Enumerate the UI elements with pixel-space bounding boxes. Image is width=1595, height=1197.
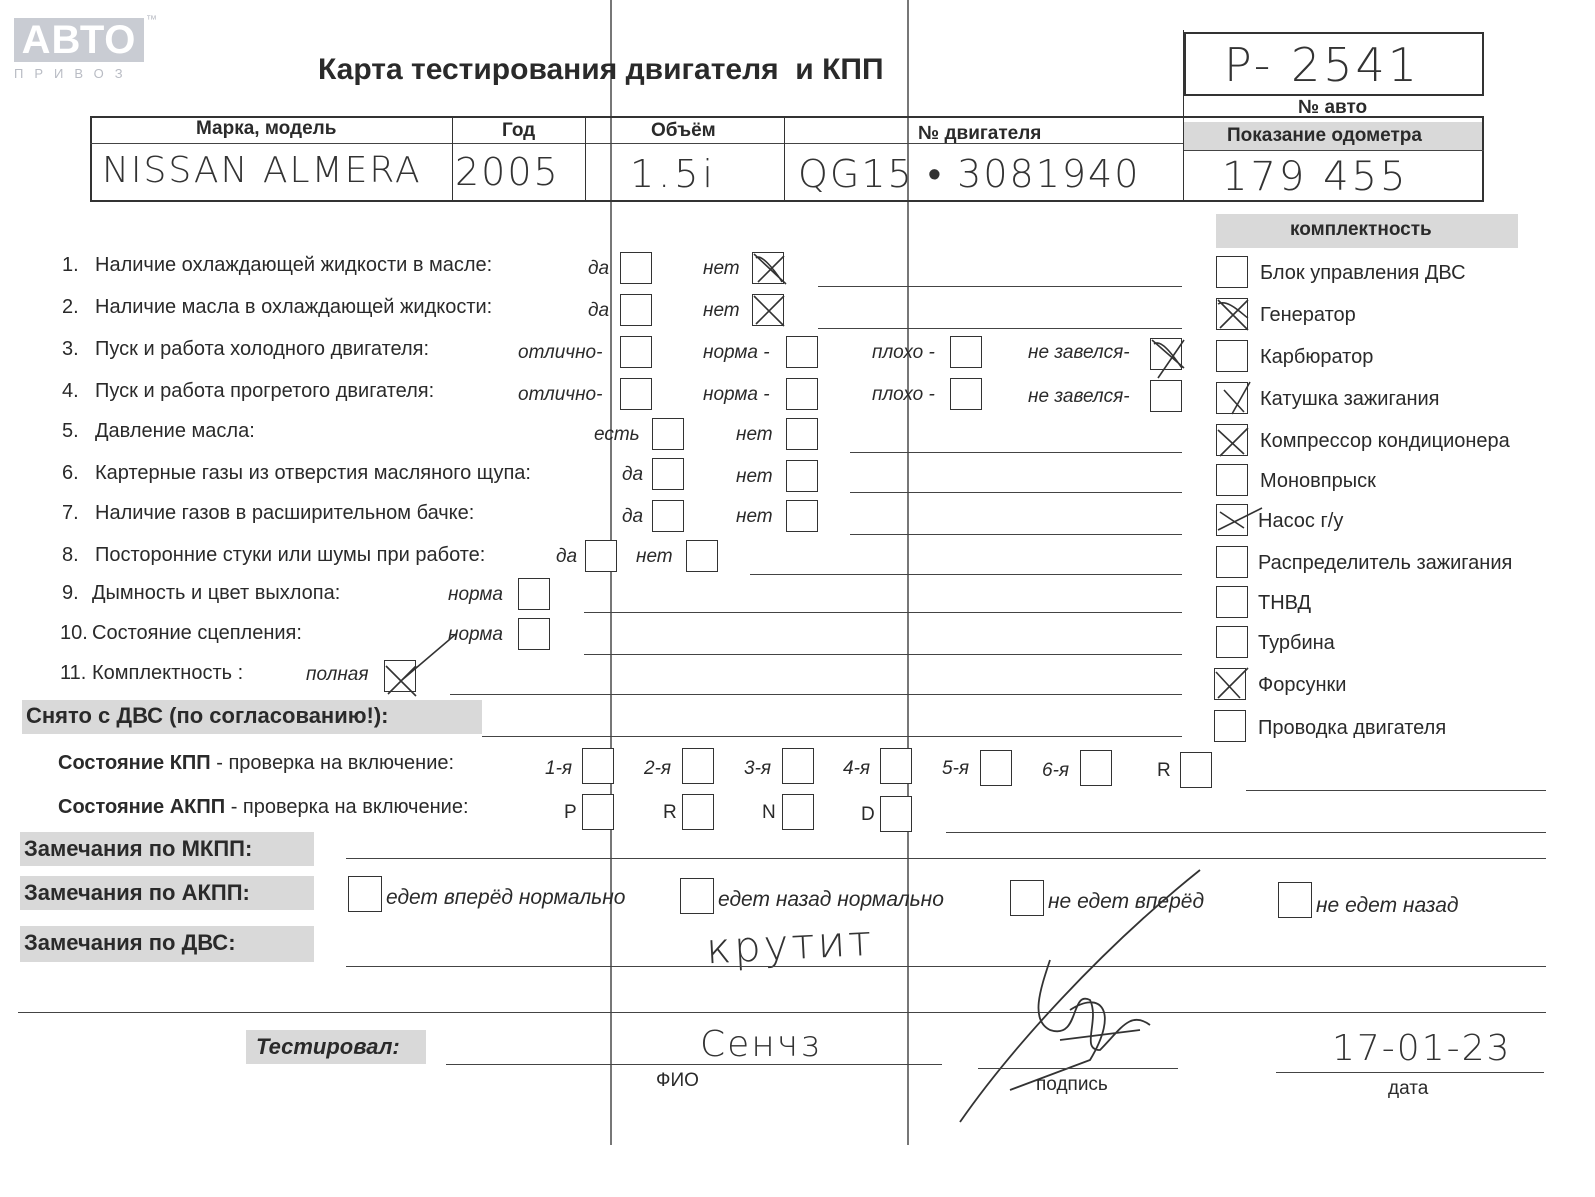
check-mark bbox=[750, 290, 790, 330]
option-label: нет bbox=[736, 506, 773, 527]
item-label: Дымность и цвет выхлопа: bbox=[92, 582, 341, 604]
checkbox-no[interactable] bbox=[786, 500, 818, 532]
volume-value: 1.5i bbox=[630, 152, 717, 196]
option-label: есть bbox=[594, 424, 640, 445]
gear-label: 4-я bbox=[843, 758, 871, 779]
check-mark bbox=[750, 248, 790, 288]
completeness-item: Распределитель зажигания bbox=[1258, 552, 1513, 574]
checkbox-forward-normal[interactable] bbox=[348, 876, 382, 912]
page-title: Карта тестирования двигателя и КПП bbox=[318, 53, 884, 86]
completeness-item: Моновпрыск bbox=[1260, 470, 1376, 492]
tested-by-label: Тестировал: bbox=[256, 1034, 400, 1059]
signature-label: подпись bbox=[1036, 1074, 1108, 1095]
checkbox-gear-r[interactable] bbox=[1180, 752, 1212, 788]
checkbox-normal[interactable] bbox=[518, 578, 550, 610]
checkbox-distributor[interactable] bbox=[1216, 546, 1248, 578]
checkbox-no[interactable] bbox=[786, 418, 818, 450]
gear-label: 1-я bbox=[545, 758, 573, 779]
logo-tm: ™ bbox=[146, 14, 157, 26]
completeness-item: Турбина bbox=[1258, 632, 1335, 654]
item-number: 3. bbox=[62, 338, 79, 360]
option-label: да bbox=[622, 506, 644, 527]
fio-label: ФИО bbox=[656, 1070, 699, 1091]
checkbox-gear-1[interactable] bbox=[582, 748, 614, 784]
item-label: Посторонние стуки или шумы при работе: bbox=[95, 544, 486, 566]
remarks-dvs-handwritten: крутит bbox=[704, 915, 876, 974]
checkbox-excellent[interactable] bbox=[620, 378, 652, 410]
gear-label: 2-я bbox=[644, 758, 672, 779]
checkbox-not-started[interactable] bbox=[1150, 380, 1182, 412]
item-label: Картерные газы из отверстия масляного щупа: bbox=[95, 462, 531, 484]
vehicle-number-label: № авто bbox=[1298, 97, 1368, 118]
engine-number-value: QG15 • 3081940 bbox=[798, 152, 1141, 196]
item-label: Наличие газов в расширительном бачке: bbox=[95, 502, 475, 524]
akpp-label-bold: Состояние АКПП bbox=[58, 796, 226, 818]
checkbox-akpp-p[interactable] bbox=[582, 794, 614, 830]
checkbox-turbine[interactable] bbox=[1216, 626, 1248, 658]
gear-label: N bbox=[762, 802, 776, 823]
checkbox-normal[interactable] bbox=[786, 336, 818, 368]
remarks-dvs-label: Замечания по ДВС: bbox=[24, 930, 236, 955]
checkbox-normal[interactable] bbox=[786, 378, 818, 410]
checkbox-yes[interactable] bbox=[652, 500, 684, 532]
option-label: полная bbox=[306, 664, 369, 685]
checkbox-no[interactable] bbox=[786, 460, 818, 492]
item-number: 9. bbox=[62, 582, 79, 604]
checkbox-yes[interactable] bbox=[620, 252, 652, 284]
col-odometer: Показание одометра bbox=[1227, 125, 1422, 146]
checkbox-bad[interactable] bbox=[950, 378, 982, 410]
akpp-label bbox=[58, 796, 469, 819]
option-label: норма bbox=[448, 624, 503, 645]
gear-label: P bbox=[564, 802, 577, 823]
checkbox-no[interactable] bbox=[686, 540, 718, 572]
logo bbox=[14, 14, 157, 84]
checkbox-injection-pump[interactable] bbox=[1216, 586, 1248, 618]
vehicle-number-box bbox=[1184, 32, 1484, 96]
date-value: 17-01-23 bbox=[1332, 1028, 1512, 1069]
completeness-item: Генератор bbox=[1260, 304, 1356, 326]
option-label: нет bbox=[703, 300, 740, 321]
akpp-option: не едет назад bbox=[1316, 894, 1459, 917]
date-label: дата bbox=[1388, 1078, 1429, 1099]
col-year: Год bbox=[502, 120, 536, 141]
item-number: 10. bbox=[60, 622, 88, 644]
completeness-item: Блок управления ДВС bbox=[1260, 262, 1466, 284]
option-label: отлично- bbox=[518, 342, 603, 363]
check-mark bbox=[1214, 380, 1254, 420]
checkbox-yes[interactable] bbox=[652, 458, 684, 490]
akpp-option: едет вперёд нормально bbox=[386, 886, 626, 909]
checkbox-ecu[interactable] bbox=[1216, 256, 1248, 288]
col-volume: Объём bbox=[651, 120, 716, 141]
check-mark bbox=[382, 620, 462, 700]
item-number: 7. bbox=[62, 502, 79, 524]
checkbox-bad[interactable] bbox=[950, 336, 982, 368]
gear-label: 5-я bbox=[942, 758, 970, 779]
completeness-item: Форсунки bbox=[1258, 674, 1347, 696]
option-label: нет bbox=[703, 258, 740, 279]
checkbox-excellent[interactable] bbox=[620, 336, 652, 368]
item-label: Пуск и работа холодного двигателя: bbox=[95, 338, 430, 360]
item-number: 1. bbox=[62, 254, 79, 276]
checkbox-gear-6[interactable] bbox=[1080, 750, 1112, 786]
tester-name: Сенчз bbox=[700, 1024, 822, 1065]
checkbox-carburetor[interactable] bbox=[1216, 340, 1248, 372]
checkbox-akpp-d[interactable] bbox=[880, 796, 912, 832]
item-number: 4. bbox=[62, 380, 79, 402]
checkbox-mono-injection[interactable] bbox=[1216, 464, 1248, 496]
checkbox-gear-3[interactable] bbox=[782, 748, 814, 784]
akpp-label-rest: - проверка на включение: bbox=[225, 796, 469, 818]
option-label: норма - bbox=[703, 342, 770, 363]
kpp-label-rest: - проверка на включение: bbox=[210, 752, 455, 774]
option-label: норма - bbox=[703, 384, 770, 405]
kpp-label-bold: Состояние КПП bbox=[58, 752, 211, 774]
gear-label: 3-я bbox=[744, 758, 772, 779]
item-number: 8. bbox=[62, 544, 79, 566]
option-label: да bbox=[588, 300, 610, 321]
completeness-item: Проводка двигателя bbox=[1258, 717, 1447, 739]
completeness-item: Катушка зажигания bbox=[1260, 388, 1440, 410]
checkbox-backward-normal[interactable] bbox=[680, 878, 714, 914]
gear-label: R bbox=[1157, 760, 1171, 781]
year-value: 2005 bbox=[455, 150, 560, 194]
checkbox-akpp-n[interactable] bbox=[782, 794, 814, 830]
checkbox-normal[interactable] bbox=[518, 618, 550, 650]
make-model-value: NISSAN ALMERA bbox=[102, 150, 422, 191]
item-number: 2. bbox=[62, 296, 79, 318]
option-label: да bbox=[588, 258, 610, 279]
gear-label: D bbox=[861, 804, 875, 825]
check-mark bbox=[1148, 334, 1188, 374]
odometer-value: 179 455 bbox=[1222, 154, 1409, 200]
gear-label: 6-я bbox=[1042, 760, 1070, 781]
logo-main: АВТО bbox=[14, 18, 144, 62]
item-label: Состояние сцепления: bbox=[92, 622, 302, 644]
option-label: нет bbox=[736, 424, 773, 445]
logo-sub: ПРИВОЗ bbox=[14, 66, 134, 81]
checkbox-no-backward[interactable] bbox=[1278, 882, 1312, 918]
kpp-label bbox=[58, 752, 454, 775]
completeness-item: Насос г/у bbox=[1258, 510, 1344, 532]
item-label: Давление масла: bbox=[95, 420, 255, 442]
checkbox-gear-2[interactable] bbox=[682, 748, 714, 784]
check-mark bbox=[1212, 664, 1252, 704]
akpp-option: едет назад нормально bbox=[718, 888, 944, 911]
completeness-item: Компрессор кондиционера bbox=[1260, 430, 1510, 452]
check-mark bbox=[1214, 422, 1254, 462]
item-label: Наличие масла в охлаждающей жидкости: bbox=[95, 296, 493, 318]
remarks-mkpp-label: Замечания по МКПП: bbox=[24, 836, 253, 861]
option-label: отлично- bbox=[518, 384, 603, 405]
checkbox-engine-wiring[interactable] bbox=[1214, 710, 1246, 742]
removed-label: Снято с ДВС (по согласованию!): bbox=[26, 703, 389, 728]
col-engine-number: № двигателя bbox=[918, 123, 1042, 144]
checkbox-yes[interactable] bbox=[585, 540, 617, 572]
option-label: не завелся- bbox=[1028, 386, 1130, 407]
completeness-item: ТНВД bbox=[1258, 592, 1312, 614]
gear-label: R bbox=[663, 802, 677, 823]
option-label: норма bbox=[448, 584, 503, 605]
item-number: 6. bbox=[62, 462, 79, 484]
check-mark bbox=[1214, 296, 1254, 336]
check-mark bbox=[1214, 502, 1254, 542]
checkbox-akpp-r[interactable] bbox=[682, 794, 714, 830]
checkbox-yes[interactable] bbox=[652, 418, 684, 450]
option-label: не завелся- bbox=[1028, 342, 1130, 363]
vehicle-number-value: P- 2541 bbox=[1224, 38, 1421, 92]
item-number: 11. bbox=[60, 662, 87, 684]
option-label: плохо - bbox=[872, 384, 935, 405]
remarks-akpp-label: Замечания по АКПП: bbox=[24, 880, 250, 905]
item-label: Комплектность : bbox=[92, 662, 244, 684]
option-label: да bbox=[622, 464, 644, 485]
option-label: нет bbox=[736, 466, 773, 487]
akpp-option: не едет вперёд bbox=[1048, 890, 1205, 913]
checkbox-gear-4[interactable] bbox=[880, 748, 912, 784]
item-number: 5. bbox=[62, 420, 79, 442]
item-label: Наличие охлаждающей жидкости в масле: bbox=[95, 254, 493, 276]
col-make-model: Марка, модель bbox=[196, 118, 337, 139]
option-label: да bbox=[556, 546, 578, 567]
completeness-title: комплектность bbox=[1290, 219, 1432, 240]
checkbox-yes[interactable] bbox=[620, 294, 652, 326]
checkbox-gear-5[interactable] bbox=[980, 750, 1012, 786]
option-label: нет bbox=[636, 546, 673, 567]
completeness-item: Карбюратор bbox=[1260, 346, 1374, 368]
option-label: плохо - bbox=[872, 342, 935, 363]
item-label: Пуск и работа прогретого двигателя: bbox=[95, 380, 435, 402]
